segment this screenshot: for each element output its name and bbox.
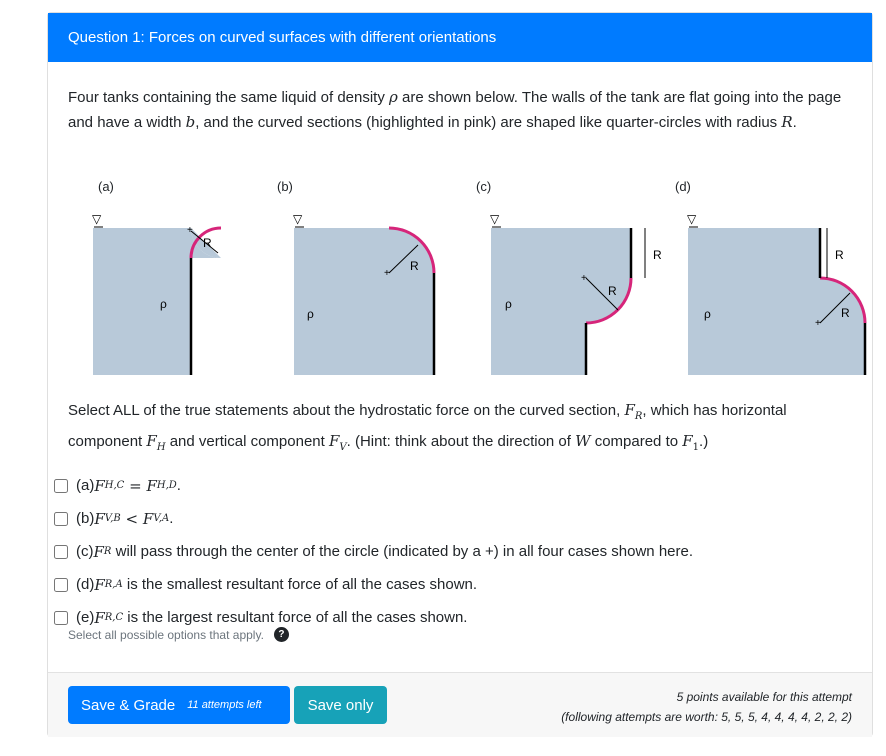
- fv-symbol: F: [328, 432, 340, 450]
- option-a-op: =: [124, 476, 147, 495]
- f1-sub: 1: [692, 442, 700, 453]
- question-footer: [48, 672, 872, 737]
- points-following: (following attempts are worth: 5, 5, 5, 4, 4, 4, 4, 2, 2, 2): [561, 710, 852, 724]
- option-a-checkbox[interactable]: [54, 479, 68, 493]
- select-text-6: .): [699, 433, 709, 450]
- fh-symbol: F: [146, 432, 157, 450]
- rho-symbol: ρ: [389, 88, 398, 106]
- intro-text-2: are shown below. The walls of the tank are flat going into the page and have a width: [68, 89, 842, 131]
- question-intro: [68, 85, 858, 135]
- tank-d: [687, 212, 865, 375]
- option-e-text: is the largest resultant force of all the cases shown.: [123, 609, 468, 626]
- help-icon[interactable]: ?: [274, 627, 289, 642]
- tank-c-rho: ρ: [505, 297, 512, 311]
- option-b-sym1: F: [94, 509, 105, 528]
- option-e-label: (e): [76, 609, 95, 626]
- tank-b-radius: R: [410, 259, 419, 273]
- save-grade-button[interactable]: [68, 686, 290, 724]
- free-surface-icon: ▽: [293, 212, 303, 226]
- tank-c-height-label: R: [653, 248, 662, 262]
- tank-diagrams: [78, 175, 850, 365]
- figure-label-c: (c): [476, 179, 492, 194]
- option-b[interactable]: [54, 502, 854, 535]
- center-plus-icon: +: [384, 268, 390, 279]
- intro-text-1: Four tanks containing the same liquid of density: [68, 89, 390, 106]
- tank-a: [92, 212, 221, 375]
- option-c-label: (c): [76, 543, 94, 560]
- option-e-sub1: R,C: [104, 612, 124, 623]
- tank-d-radius: R: [841, 306, 850, 320]
- option-d-text: is the smallest resultant force of all the cases shown.: [122, 576, 478, 593]
- option-d-sym1: F: [94, 575, 105, 594]
- tank-d-rho: ρ: [704, 307, 711, 321]
- option-c-text: will pass through the center of the circle (indicated by a +) in all four cases shown here.: [111, 543, 694, 560]
- option-a-sub2: H,D: [156, 480, 177, 491]
- question-card: [47, 12, 873, 737]
- figure-label-b: (b): [277, 179, 293, 194]
- center-plus-icon: +: [187, 225, 193, 236]
- save-only-button[interactable]: Save only: [294, 686, 387, 724]
- option-a-label: (a): [76, 477, 95, 494]
- free-surface-icon: ▽: [92, 212, 102, 226]
- w-symbol: W: [575, 432, 591, 450]
- option-c-sub1: R: [103, 546, 112, 557]
- tank-figures: [78, 175, 850, 365]
- select-text-3: and vertical component: [165, 433, 329, 450]
- tank-c: [490, 212, 662, 375]
- select-text-2: , which has horizontal component: [68, 402, 787, 450]
- tank-b-rho: ρ: [307, 307, 314, 321]
- option-a[interactable]: [54, 469, 854, 502]
- option-a-sub1: H,C: [104, 480, 125, 491]
- tank-a-rho: ρ: [160, 297, 167, 311]
- hint-text: Select all possible options that apply.: [68, 627, 264, 642]
- option-b-sym2: F: [142, 509, 154, 528]
- answer-options: [54, 469, 854, 634]
- select-text-1: Select ALL of the true statements about the hydrostatic force on the curved section,: [68, 402, 625, 419]
- option-a-sym2: F: [146, 476, 157, 495]
- b-symbol: b: [185, 113, 196, 131]
- option-b-label: (b): [76, 510, 95, 527]
- free-surface-icon: ▽: [490, 212, 500, 226]
- figure-label-a: (a): [98, 179, 114, 194]
- option-b-checkbox[interactable]: [54, 512, 68, 526]
- option-e-checkbox[interactable]: [54, 611, 68, 625]
- f1-symbol: F: [682, 432, 693, 450]
- option-b-sub2: V,A: [153, 513, 170, 524]
- tank-c-radius: R: [608, 284, 617, 298]
- question-header: [48, 13, 872, 62]
- option-d-checkbox[interactable]: [54, 578, 68, 592]
- option-a-tail: .: [176, 477, 181, 494]
- figure-label-d: (d): [675, 179, 691, 194]
- select-text-5: compared to: [590, 433, 683, 450]
- select-instructions: [68, 398, 858, 460]
- option-a-sym1: F: [94, 476, 105, 495]
- center-plus-icon: +: [815, 318, 821, 329]
- points-available: 5 points available for this attempt: [676, 690, 852, 704]
- option-c-checkbox[interactable]: [54, 545, 68, 559]
- tank-b: [293, 212, 434, 375]
- fv-sub: V: [339, 442, 347, 453]
- select-hint: [68, 627, 289, 642]
- option-d[interactable]: [54, 568, 854, 601]
- option-b-sub1: V,B: [104, 513, 121, 524]
- intro-text-4: .: [792, 114, 797, 131]
- option-b-tail: .: [169, 510, 174, 527]
- attempts-left: 11 attempts left: [187, 699, 262, 711]
- question-title: Question 1: Forces on curved surfaces with different orientations: [68, 29, 497, 46]
- tank-d-height-label: R: [835, 248, 844, 262]
- option-e-sym1: F: [94, 608, 105, 627]
- option-c[interactable]: [54, 535, 854, 568]
- center-plus-icon: +: [581, 273, 587, 284]
- option-b-op: <: [120, 509, 143, 528]
- option-d-sub1: R,A: [104, 579, 123, 590]
- fr-sub: R: [634, 411, 643, 422]
- free-surface-icon: ▽: [687, 212, 697, 226]
- r-symbol: R: [781, 113, 793, 131]
- intro-text-3: , and the curved sections (highlighted in pink) are shaped like quarter-circles with radius: [195, 114, 782, 131]
- tank-a-radius: R: [203, 236, 212, 250]
- option-d-label: (d): [76, 576, 95, 593]
- select-text-4: . (Hint: think about the direction of: [346, 433, 576, 450]
- fr-symbol: F: [624, 401, 635, 419]
- option-c-sym1: F: [93, 542, 104, 561]
- save-grade-label: Save & Grade: [81, 696, 176, 714]
- fh-sub: H: [156, 442, 166, 453]
- points-info: [561, 687, 852, 727]
